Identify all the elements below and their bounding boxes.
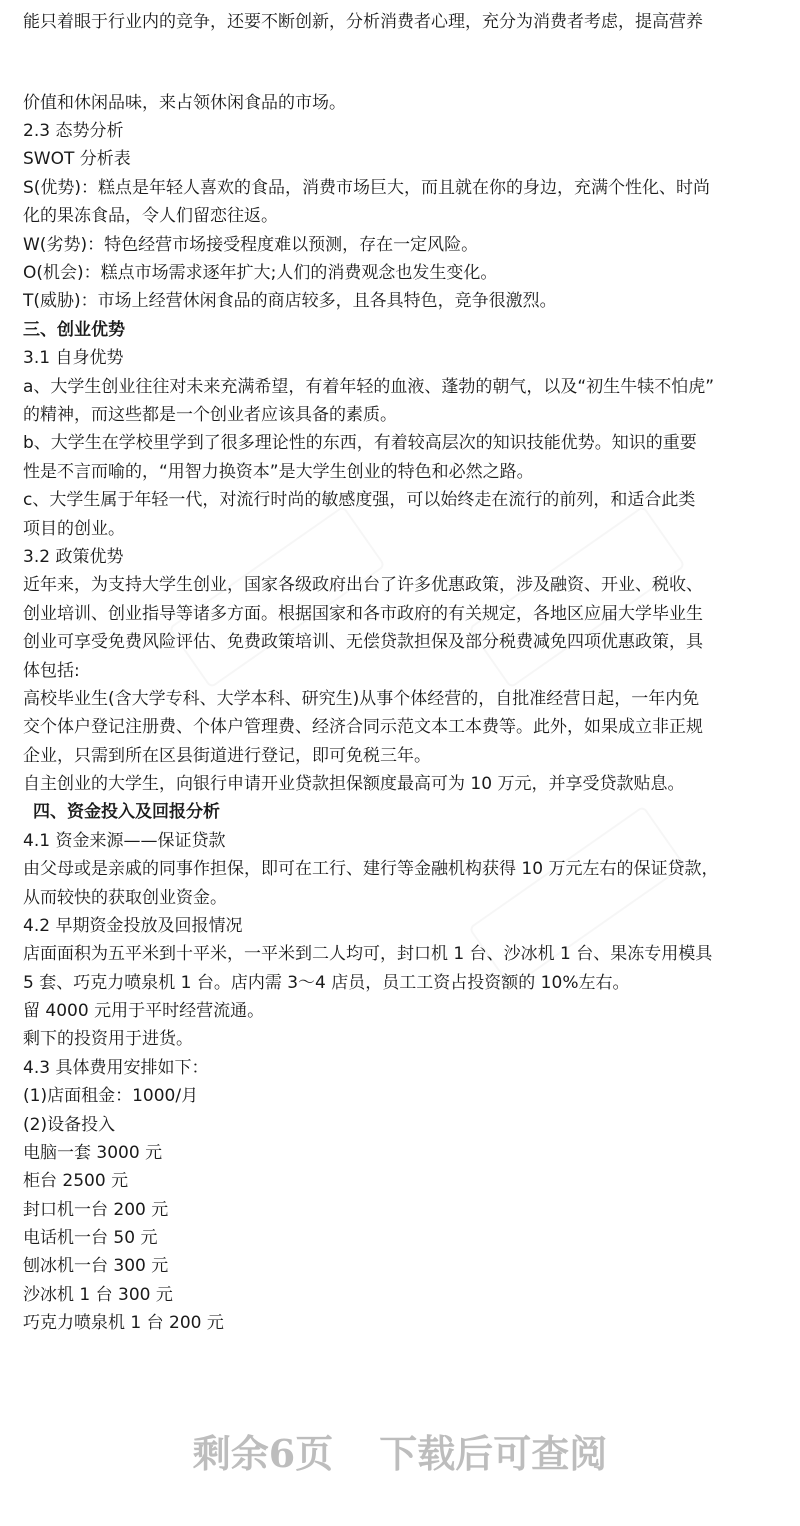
text-line: SWOT 分析表: [23, 149, 131, 169]
download-to-view-label[interactable]: 下载后可查阅: [379, 1430, 608, 1476]
text-line: 性是不言而喻的，“用智力换资本”是大学生创业的特色和必然之路。: [23, 462, 534, 482]
text-line: 5 套、巧克力喷泉机 1 台。店内需 3～4 店员，员工工资占投资额的 10%左右。: [23, 973, 630, 993]
text-line: 交个体户登记注册费、个体户管理费、经济合同示范文本工本费等。此外，如果成立非正规: [23, 717, 703, 737]
section-heading: 3.1 自身优势: [23, 348, 124, 368]
remaining-pages-label[interactable]: 剩余6页: [192, 1430, 334, 1476]
text-line: 体包括:: [23, 661, 80, 681]
list-item: (1)店面租金：1000/月: [23, 1086, 199, 1106]
section-heading: 4.1 资金来源——保证贷款: [23, 831, 226, 851]
list-item: 电脑一套 3000 元: [23, 1143, 163, 1163]
text-line: 店面面积为五平米到十平米，一平米到二人均可，封口机 1 台、沙冰机 1 台、果冻专用模具: [23, 944, 713, 964]
list-item: 刨冰机一台 300 元: [23, 1256, 169, 1276]
text-line: 的精神，而这些都是一个创业者应该具备的素质。: [23, 405, 397, 425]
list-item: 柜台 2500 元: [23, 1171, 129, 1191]
text-line: c、大学生属于年轻一代，对流行时尚的敏感度强，可以始终走在流行的前列，和适合此类: [23, 490, 696, 510]
text-line: 近年来，为支持大学生创业，国家各级政府出台了许多优惠政策，涉及融资、开业、税收、: [23, 575, 703, 595]
text-line: 创业可享受免费风险评估、免费政策培训、无偿贷款担保及部分税费减免四项优惠政策，具: [23, 632, 703, 652]
chapter-heading: 三、创业优势: [23, 320, 125, 340]
text-line: a、大学生创业往往对未来充满希望，有着年轻的血液、蓬勃的朝气，以及“初生牛犊不怕虎”: [23, 377, 715, 397]
text-line: 能只着眼于行业内的竞争，还要不断创新，分析消费者心理，充分为消费者考虑，提高营养: [23, 12, 703, 32]
section-heading: 3.2 政策优势: [23, 547, 124, 567]
text-line: 留 4000 元用于平时经营流通。: [23, 1001, 265, 1021]
text-line: 企业，只需到所在区县街道进行登记，即可免税三年。: [23, 746, 431, 766]
section-heading: 4.3 具体费用安排如下：: [23, 1058, 209, 1078]
text-line: 由父母或是亲戚的同事作担保，即可在工行、建行等金融机构获得 10 万元左右的保证贷款，: [23, 859, 719, 879]
text-line: b、大学生在学校里学到了很多理论性的东西，有着较高层次的知识技能优势。知识的重要: [23, 433, 697, 453]
text-line: 从而较快的获取创业资金。: [23, 888, 227, 908]
download-prompt[interactable]: [0, 1420, 800, 1480]
text-line: 价值和休闲品味，来占领休闲食品的市场。: [23, 93, 346, 113]
text-line: 高校毕业生(含大学专科、大学本科、研究生)从事个体经营的，自批准经营日起，一年内免: [23, 689, 700, 709]
section-heading: 2.3 态势分析: [23, 121, 124, 141]
text-line: O(机会)：糕点市场需求逐年扩大;人们的消费观念也发生变化。: [23, 263, 498, 283]
text-line: 化的果冻食品，令人们留恋往返。: [23, 206, 278, 226]
list-item: 封口机一台 200 元: [23, 1200, 169, 1220]
text-line: S(优势)：糕点是年轻人喜欢的食品，消费市场巨大，而且就在你的身边，充满个性化、时尚: [23, 178, 711, 198]
list-item: 沙冰机 1 台 300 元: [23, 1285, 173, 1305]
list-item: (2)设备投入: [23, 1115, 116, 1135]
section-heading: 4.2 早期资金投放及回报情况: [23, 916, 243, 936]
text-line: 自主创业的大学生，向银行申请开业贷款担保额度最高可为 10 万元，并享受贷款贴息。: [23, 774, 685, 794]
text-line: W(劣势)：特色经营市场接受程度难以预测，存在一定风险。: [23, 235, 479, 255]
text-line: 剩下的投资用于进货。: [23, 1029, 193, 1049]
text-line: T(威胁)：市场上经营休闲食品的商店较多，且各具特色，竞争很激烈。: [23, 291, 557, 311]
list-item: 电话机一台 50 元: [23, 1228, 158, 1248]
text-line: 创业培训、创业指导等诸多方面。根据国家和各市政府的有关规定，各地区应届大学毕业生: [23, 604, 703, 624]
text-line: 项目的创业。: [23, 519, 125, 539]
list-item: 巧克力喷泉机 1 台 200 元: [23, 1313, 224, 1333]
chapter-heading: 四、资金投入及回报分析: [33, 802, 220, 822]
